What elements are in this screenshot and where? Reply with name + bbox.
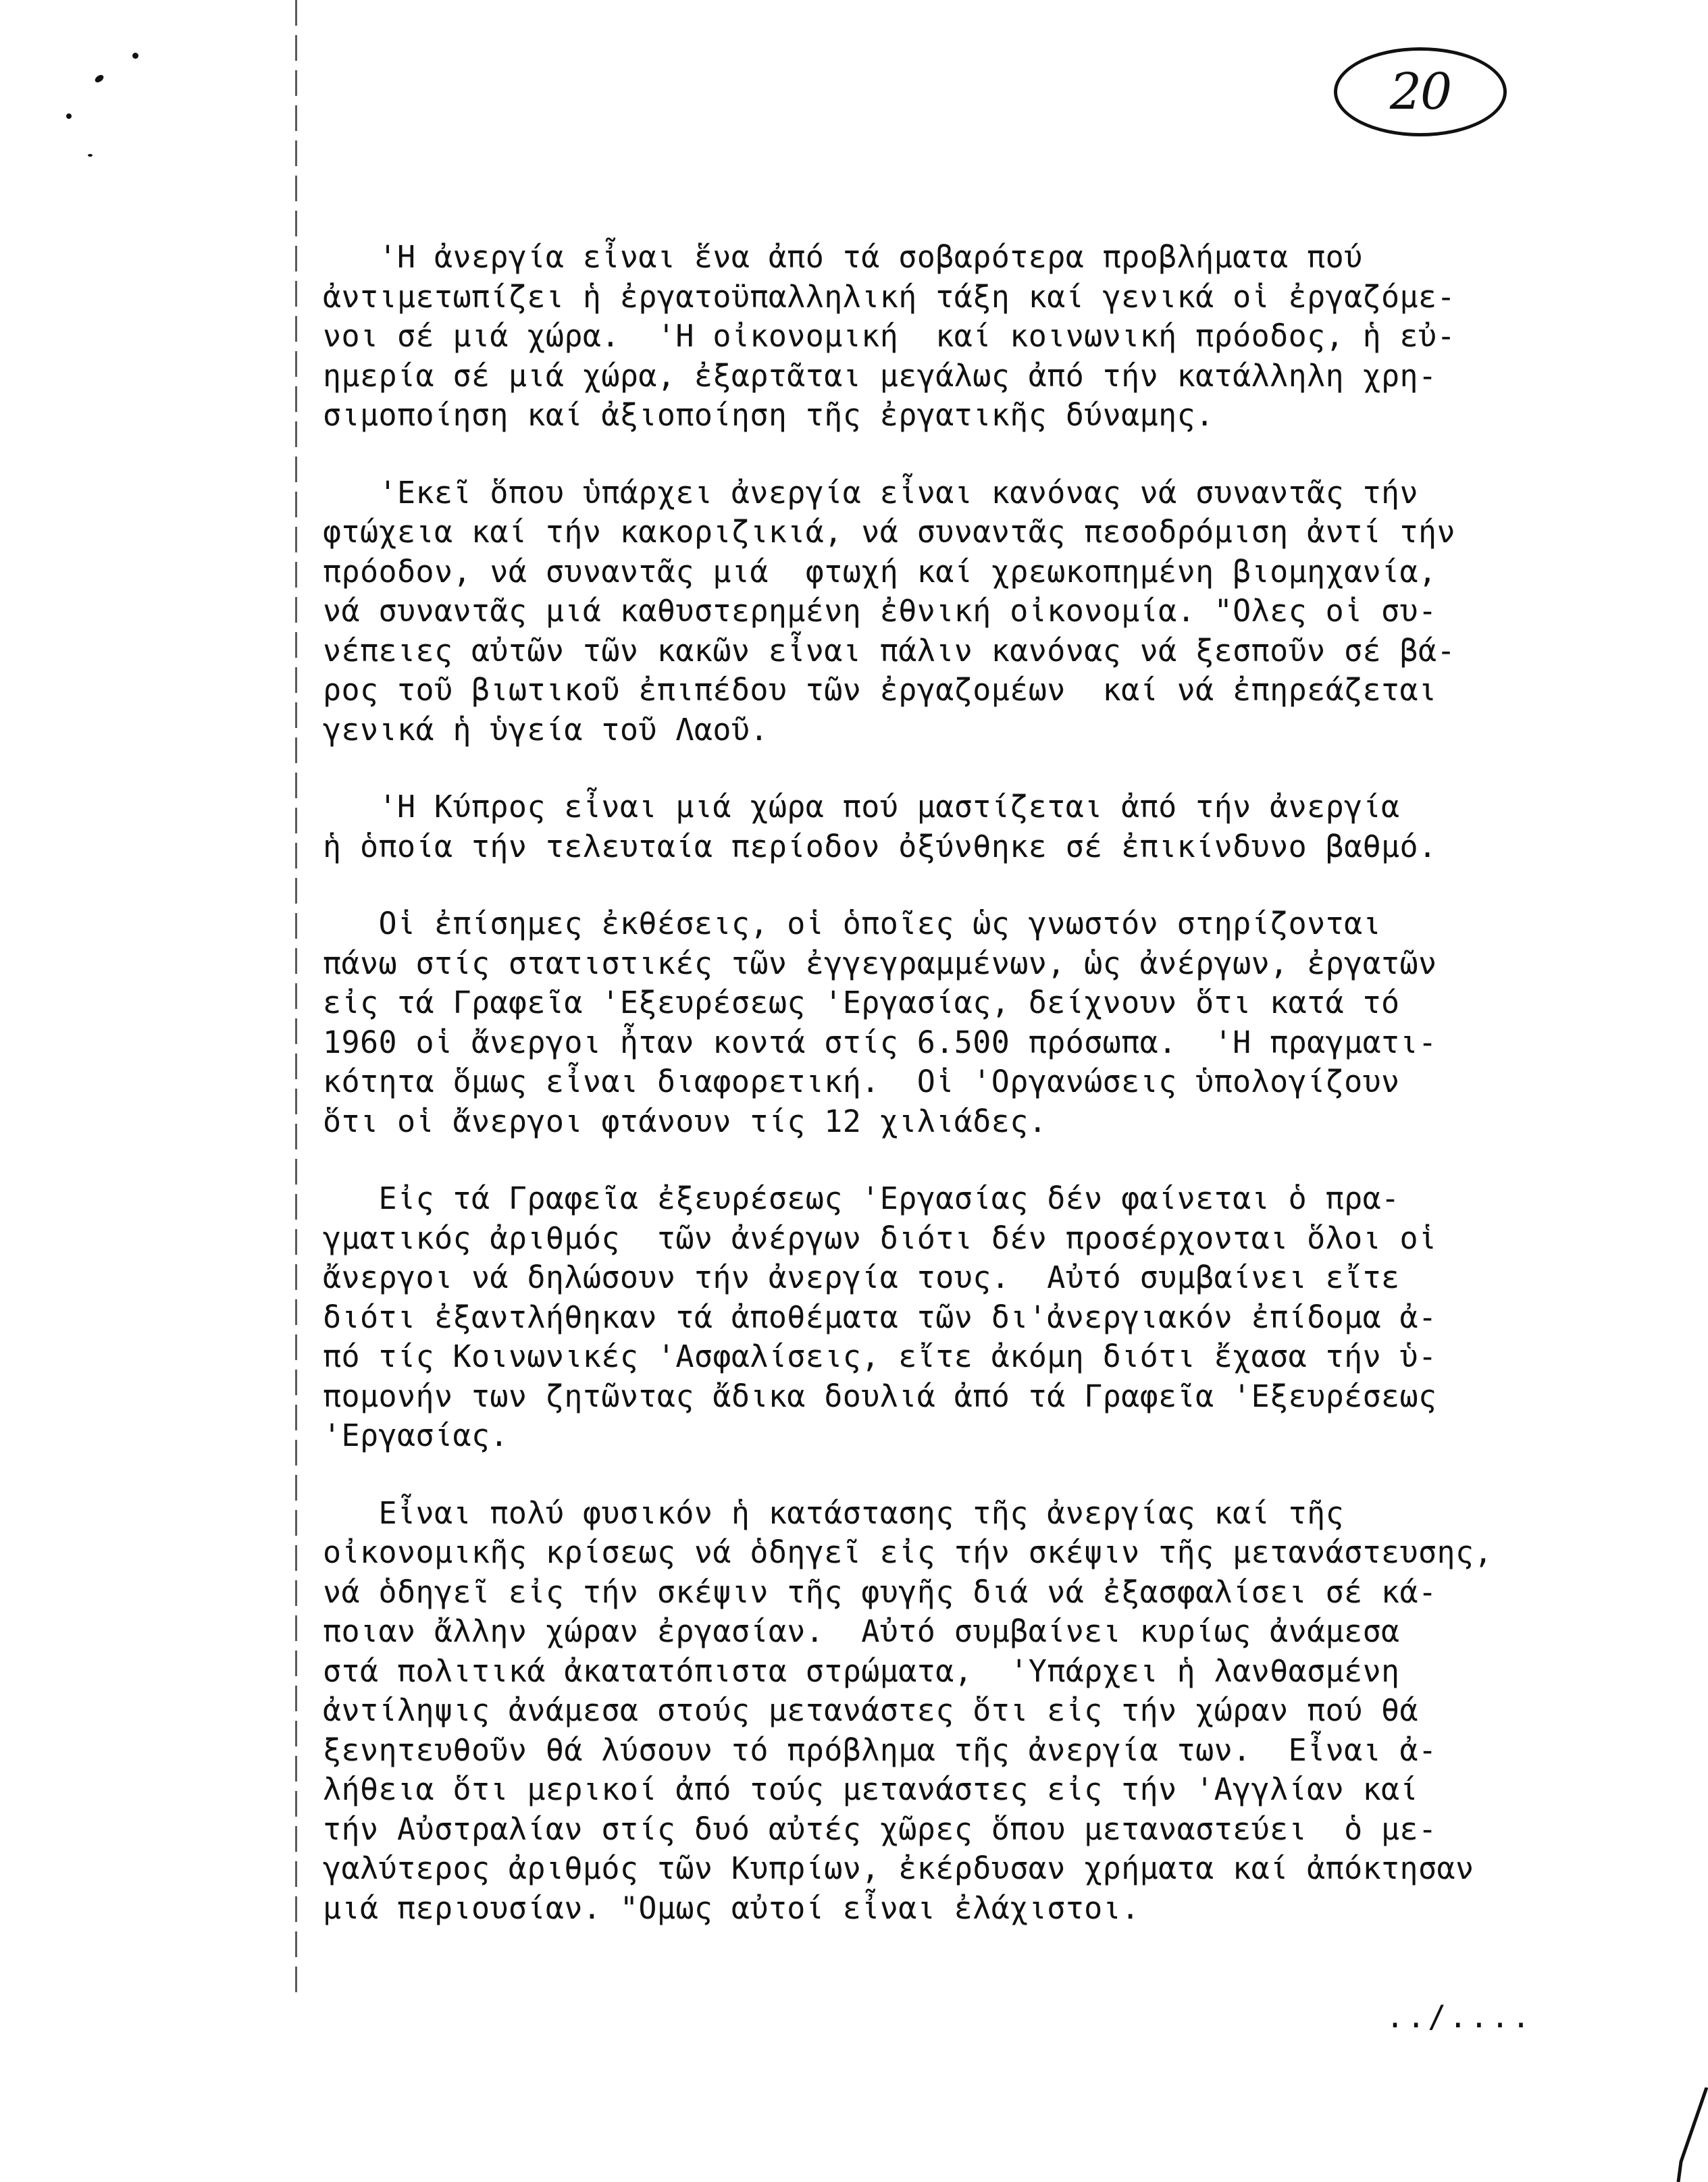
continuation-mark: ../....	[1386, 1999, 1533, 2035]
paragraph: 'Η Κύπρος εἶναι μιά χώρα πού μαστίζεται ἀπό τήν ἀνεργία ἡ ὁποία τήν τελευταία περίοδον ὀξύνθηκε σέ ἐπικίνδυνο βαθμό.	[323, 789, 1437, 864]
scan-speck	[66, 113, 72, 119]
paragraph: 'Εκεῖ ὅπου ὑπάρχει ἀνεργία εἶναι κανόνας νά συναντᾶς τήν φτώχεια καί τήν κακοριζικιά, νά συναντᾶς πεσοδρόμιση ἀντί τήν πρόοδον, νά συναντᾶς μιά φτωχή καί χρεωκοπημένη βιομηχανία, νά συναντᾶς μιά καθυστερημένη ἐθνική οἰκονομία. "Ολες οἱ συ- νέπειες αὐτῶν τῶν κακῶν εἶναι πάλιν κανόνας νά ξεσποῦν σέ βά- ρος τοῦ βιωτικοῦ ἐπιπέδου τῶν ἐργαζομέων καί νά ἐπηρεάζεται γενικά ἡ ὑγεία τοῦ Λαοῦ.	[323, 474, 1456, 748]
scan-corner-mark	[1674, 2087, 1708, 2182]
page-number: 20	[1389, 63, 1451, 121]
paragraph: Οἱ ἐπίσημες ἐκθέσεις, οἱ ὁποῖες ὡς γνωστόν στηρίζονται πάνω στίς στατιστικές τῶν ἐγγεγραμμένων, ὡς ἀνέργων, ἐργατῶν εἰς τά Γραφεῖα 'Εξευρέσεως 'Εργασίας, δείχνουν ὅτι κατά τό 1960 οἱ ἄνεργοι ἦταν κοντά στίς 6.500 πρόσωπα. 'Η πραγματι- κότητα ὅμως εἶναι διαφορετική. Οἱ 'Οργανώσεις ὑπολογίζουν ὅτι οἱ ἄνεργοι φτάνουν τίς 12 χιλιάδες.	[323, 906, 1437, 1139]
page-number-circle	[1334, 47, 1507, 136]
scan-margin-line	[295, 0, 297, 1999]
paragraph: 'Η ἀνεργία εἶναι ἕνα ἀπό τά σοβαρότερα προβλήματα πού ἀντιμετωπίζει ἡ ἐργατοϋπαλληλική τάξη καί γενικά οἱ ἐργαζόμε- νοι σέ μιά χώρα. 'Η οἰκονομική καί κοινωνική πρόοδος, ἡ εὐ- ημερία σέ μιά χώρα, ἐξαρτᾶται μεγάλως ἀπό τήν κατάλληλη χρη- σιμοποίηση καί ἀξιοποίηση τῆς ἐργατικῆς δύναμης.	[323, 239, 1456, 433]
document-body	[323, 238, 1633, 1966]
paragraph: Εἶναι πολύ φυσικόν ἡ κατάστασης τῆς ἀνεργίας καί τῆς οἰκονομικῆς κρίσεως νά ὁδηγεῖ εἰς τήν σκέψιν τῆς μετανάστευσης, νά ὁδηγεῖ εἰς τήν σκέψιν τῆς φυγῆς διά νά ἐξασφαλίσει σέ κά- ποιαν ἄλλην χώραν ἐργασίαν. Αὐτό συμβαίνει κυρίως ἀνάμεσα στά πολιτικά ἀκατατόπιστα στρώματα, 'Υπάρχει ἡ λανθασμένη ἀντίληψις ἀνάμεσα στούς μετανάστες ὅτι εἰς τήν χώραν πού θά ξενητευθοῦν θά λύσουν τό πρόβλημα τῆς ἀνεργία των. Εἶναι ἀ- λήθεια ὅτι μερικοί ἀπό τούς μετανάστες εἰς τήν 'Αγγλίαν καί τήν Αὐστραλίαν στίς δυό αὐτές χῶρες ὅπου μεταναστεύει ὁ με- γαλύτερος ἀριθμός τῶν Κυπρίων, ἐκέρδυσαν χρήματα καί ἀπόκτησαν μιά περιουσίαν. "Ομως αὐτοί εἶναι ἐλάχιστοι.	[323, 1495, 1493, 1926]
paragraph: Εἰς τά Γραφεῖα ἐξευρέσεως 'Εργασίας δέν φαίνεται ὁ πρα- γματικός ἀριθμός τῶν ἀνέργων διότι δέν προσέρχονται ὅλοι οἱ ἄνεργοι νά δηλώσουν τήν ἀνεργία τους. Αὐτό συμβαίνει εἴτε διότι ἐξαντλήθηκαν τά ἀποθέματα τῶν δι'ἀνεργιακόν ἐπίδομα ἀ- πό τίς Κοινωνικές 'Ασφαλίσεις, εἴτε ἀκόμη διότι ἔχασα τήν ὑ- πομονήν των ζητῶντας ἄδικα δουλιά ἀπό τά Γραφεῖα 'Εξευρέσεως 'Εργασίας.	[323, 1180, 1437, 1453]
scan-speck	[132, 53, 138, 59]
scan-speck	[88, 154, 93, 157]
scan-speck	[94, 74, 105, 84]
